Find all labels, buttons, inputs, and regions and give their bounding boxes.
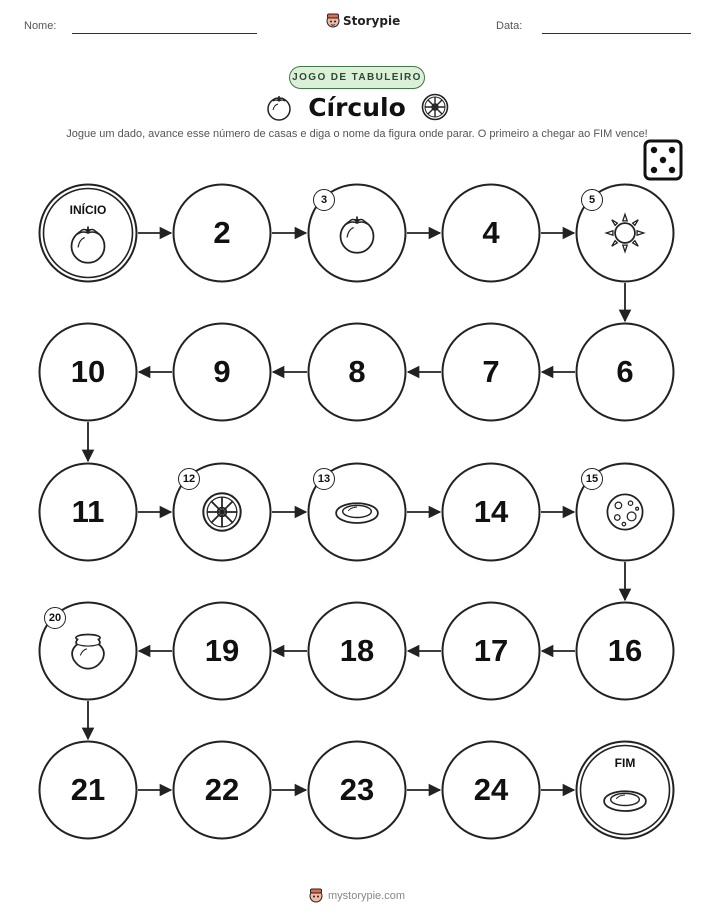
board-cell-14 (441, 462, 541, 562)
instructions: Jogue um dado, avance esse número de casas e diga o nome da figura onde parar. O primeiro a chegar ao FIM vence! (66, 128, 648, 140)
brand-logo (326, 13, 400, 29)
board-cell-12 (172, 462, 272, 562)
cell-number-badge: 5 (581, 189, 603, 211)
board-cell-20 (38, 601, 138, 701)
board-cell-10 (38, 322, 138, 422)
board-cell-6 (575, 322, 675, 422)
wheel-icon (420, 92, 450, 122)
brand-name: Storypie (343, 14, 401, 28)
board-cell-8 (307, 322, 407, 422)
mascot-icon (309, 888, 323, 904)
cell-number-badge: 15 (581, 468, 603, 490)
board-cell-15 (575, 462, 675, 562)
date-label: Data: (496, 20, 523, 32)
board-cell-23 (307, 740, 407, 840)
board-cell-22 (172, 740, 272, 840)
footer-url[interactable]: mystorypie.com (327, 890, 406, 902)
name-label: Nome: (24, 20, 57, 32)
cell-number: 2 (213, 215, 231, 250)
board-cell-4 (441, 183, 541, 283)
board-cell-9 (172, 322, 272, 422)
footer (0, 888, 714, 904)
die-five-icon (643, 139, 683, 181)
board-cell-11 (38, 462, 138, 562)
cell-number: 22 (204, 772, 240, 807)
page-title: Círculo (308, 92, 406, 122)
cell-number: 14 (473, 494, 509, 529)
wheel-icon (200, 490, 244, 534)
moon-icon (603, 490, 647, 534)
cell-label: INÍCIO (69, 203, 107, 217)
cell-number: 7 (482, 354, 500, 389)
cell-label: FIM (614, 756, 636, 770)
board-cell-1 (38, 183, 138, 283)
cell-number: 18 (339, 633, 375, 668)
plate-icon (603, 778, 647, 822)
pot-icon (66, 629, 110, 673)
mascot-icon (326, 13, 340, 29)
cell-number: 6 (616, 354, 634, 389)
cell-number: 19 (204, 633, 240, 668)
board-cell-3 (307, 183, 407, 283)
cell-number-badge: 12 (178, 468, 200, 490)
name-line[interactable] (72, 33, 257, 34)
date-line[interactable] (542, 33, 691, 34)
cell-number-badge: 13 (313, 468, 335, 490)
cell-number-badge: 20 (44, 607, 66, 629)
board-cell-19 (172, 601, 272, 701)
board-cell-24 (441, 740, 541, 840)
tomato-icon (264, 92, 294, 122)
board-cell-18 (307, 601, 407, 701)
cell-number: 24 (473, 772, 509, 807)
cell-number: 10 (70, 354, 106, 389)
game-type-badge: JOGO DE TABULEIRO (289, 66, 425, 89)
board-cell-25 (575, 740, 675, 840)
board-cell-2 (172, 183, 272, 283)
board-cell-7 (441, 322, 541, 422)
cell-number: 21 (70, 772, 106, 807)
cell-number: 17 (473, 633, 509, 668)
tomato-icon (66, 221, 110, 265)
cell-number: 23 (339, 772, 375, 807)
cell-number: 8 (348, 354, 366, 389)
cell-number: 4 (482, 215, 500, 250)
board-cell-5 (575, 183, 675, 283)
board-cell-16 (575, 601, 675, 701)
plate-icon (335, 490, 379, 534)
title-row (0, 92, 714, 122)
cell-number: 16 (607, 633, 643, 668)
cell-number-badge: 3 (313, 189, 335, 211)
board-cell-13 (307, 462, 407, 562)
sun-icon (603, 211, 647, 255)
tomato-icon (335, 211, 379, 255)
board-cell-17 (441, 601, 541, 701)
cell-number: 11 (71, 494, 105, 529)
cell-number: 9 (213, 354, 231, 389)
board-cell-21 (38, 740, 138, 840)
